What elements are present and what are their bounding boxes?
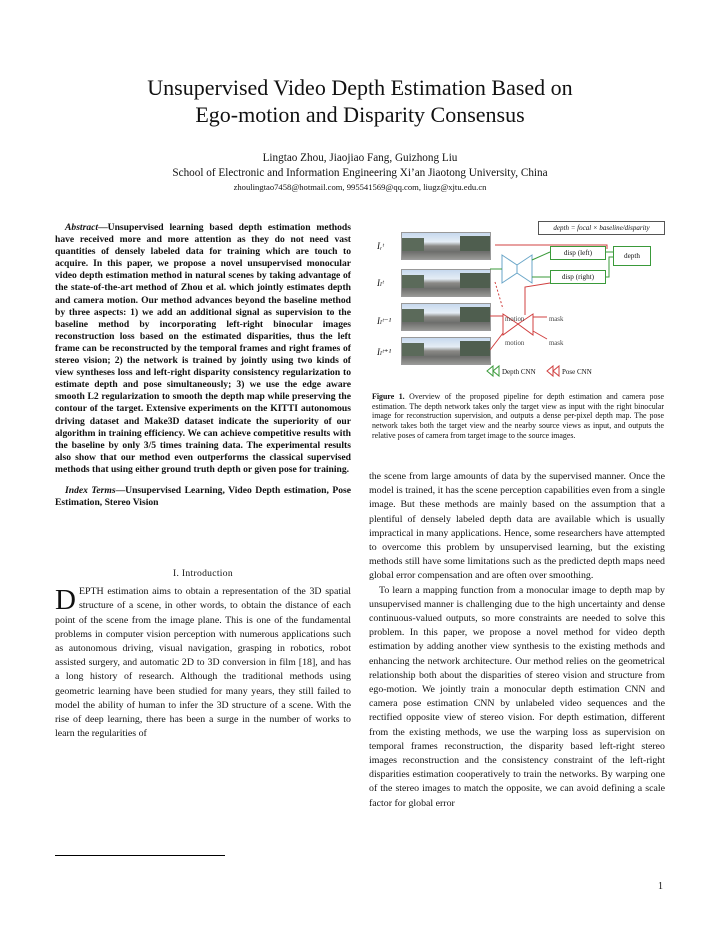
pipeline-connectors [369, 219, 665, 379]
affiliation: School of Electronic and Information Engineering Xi’an Jiaotong University, China [172, 167, 548, 179]
index-terms-label: Index Terms [65, 484, 116, 496]
figure-1-caption-text: Overview of the proposed pipeline for depth estimation and camera pose estimation. The depth network takes only the target view as input with the right binocular image for reconstruction supervision, and outputs a dense per-pixel depth map. The pose network takes both the target view and the nearby source views as input, and outputs the relative poses of camera from target image to the source images. [372, 392, 664, 440]
depth-cnn-shape [502, 255, 532, 283]
abstract [55, 222, 351, 476]
index-terms [55, 485, 351, 509]
legend-depth-cnn-glyph [487, 366, 499, 376]
figure-1-caption [372, 392, 664, 441]
motion-label-2: motion [505, 340, 525, 347]
intro-paragraph-1-text: EPTH estimation aims to obtain a representation of the 3D spatial structure of a scene, in other words, to obtain the distance of each point of the scene from the image plane. This is one of the fundamental problems in computer vision perception with numerous applications such as autonomous driving, visual navigation, grasping in robotics, robot assisted surgery, and automatic 2D to 3D conversion in film [18], and has a long history of research. Although the traditional methods using geometric learning have been studied for many years, they still failed to model the ability of human to infer the 3D structure of a scene. With the rise of deep learning, there has been a surge in the number of works to learn the regularities of [55, 586, 351, 740]
depth-formula-box: depth = focal × baseline/disparity [538, 221, 665, 235]
abstract-label: Abstract [65, 222, 99, 233]
motion-label-1: motion [505, 316, 525, 323]
title-line-2: Ego-motion and Disparity Consensus [195, 102, 525, 127]
view-label-left-t-plus-1: Iₗᵗ⁺¹ [377, 347, 392, 357]
index-terms-text: —Unsupervised Learning, Video Depth estimation, Pose Estimation, Stereo Vision [55, 484, 351, 509]
legend-pose-cnn: Pose CNN [562, 368, 592, 376]
paper-title [60, 74, 660, 128]
legend-pose-cnn-glyph [547, 366, 559, 376]
target-to-pose-link [495, 282, 503, 309]
legend-depth-cnn: Depth CNN [502, 368, 536, 376]
view-label-left-t-minus-1: Iₗᵗ⁻¹ [377, 316, 392, 326]
emails: zhoulingtao7458@hotmail.com, 995541569@qq.com, liugz@xjtu.edu.cn [233, 182, 487, 192]
footnote-rule [55, 855, 225, 856]
authors: Lingtao Zhou, Jiaojiao Fang, Guizhong Liu [262, 152, 458, 164]
figure-1-pipeline-diagram [369, 219, 665, 379]
mask-label-1: mask [549, 316, 564, 323]
title-line-1: Unsupervised Video Depth Estimation Based on [147, 75, 573, 100]
intro-paragraph-1-continued: the scene from large amounts of data by the supervised manner. Once the model is trained, it has the scene perception capabilities even from a single image. But these methods are mainly based on the assumption that a plentiful of densely labeled depth data are available which is usually impractical in many applications. Hence, some researchers have attempted to overcome this problem by unsupervised learning, but the existing methods still have some limitations such as the predicted depth maps need global error compensation and are often over smoothing. [369, 471, 665, 582]
disp-left-box: disp (left) [550, 246, 606, 260]
intro-paragraph-2: To learn a mapping function from a monocular image to depth map by unsupervised manner is challenging due to the high uncertainty and dense continuous-valued outputs, so more constraints are needed to solve this problem. In this paper, we propose a novel method for video depth estimation by adding another view synthesis to the existing methods and enhancing the network architecture. Our method relies on the geometrical relationship both about the disparities of stereo vision and structure from ego-motion. We jointly train a monocular depth estimation CNN and camera pose estimation CNN by unlabeled video sequences and the rectified opposite view of stereo vision. For depth estimation, different from the existing methods, we use the warping loss as supervision on temporal frames reconstruction, the disparity based left-right stereo images reconstruction and the consistency constraint of the left-right disparities estimation cooperatively to train the networks. By warping one of the stereo images to match the opposite, we can avoid defining a scale factor for global error [369, 584, 665, 809]
abstract-text: —Unsupervised learning based depth estimation methods have received more and more attention as they do not need vast quantities of densely labeled data for training which are touch to acquire. In this paper, we propose a novel unsupervised monocular video depth estimation method in natural scenes by taking advantage of the state-of-the-art method of Zhou et al. which jointly estimates depth and camera motion. Our method advances beyond the baseline method by three aspects: 1) we add an additional signal as supervision to the baseline method by incorporating left-right binocular images reconstruction loss based on the estimated disparities, thus the left frame can be reconstructed by the temporal frames and right frames of stereo vision; 2) the network is trained by jointly using two kinds of view syntheses loss and left-right disparity consistency regularization to estimate depth and pose simultaneously; 3) we use the edge aware smooth L2 regularization to smooth the depth map while preserving the contour of the target. Extensive experiments on the KITTI autonomous driving dataset and Make3D dataset indicate the superiority of our algorithm in training efficiency. We can achieve competitive results with the baseline by only 3/5 times training data. The experimental results also show that our method even outperforms the classical supervised methods that using either ground truth depth or given pose for training. [55, 222, 351, 475]
left-column [55, 222, 351, 741]
disp-right-box: disp (right) [550, 270, 606, 284]
drop-cap: D [55, 584, 76, 617]
view-label-left-t: Iₗᵗ [377, 278, 384, 288]
mask-label-2: mask [549, 340, 564, 347]
right-column [369, 470, 665, 811]
depth-box: depth [613, 246, 651, 266]
view-label-right-t: Iᵣᵗ [377, 241, 384, 251]
intro-paragraph-1 [55, 585, 351, 741]
page-number: 1 [658, 881, 663, 892]
section-heading-introduction: I. Introduction [173, 568, 233, 580]
figure-1-label: Figure 1. [372, 392, 405, 401]
